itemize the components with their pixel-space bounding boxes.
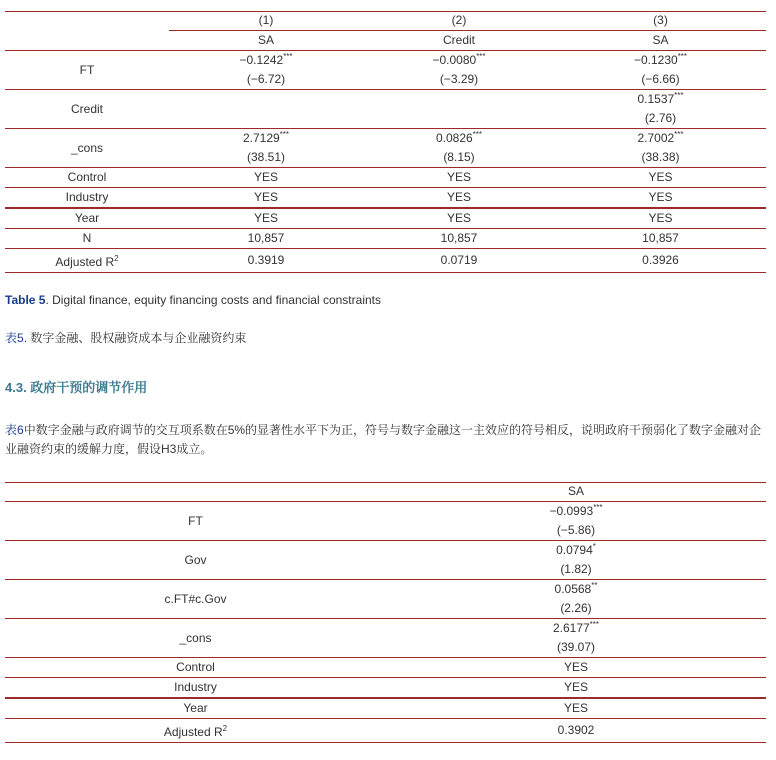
section-heading: 4.3. 政府干预的调节作用 [5,380,148,395]
table-row [5,188,766,209]
table5-caption-en: Table 5. Digital finance, equity financing costs and financial constraints [5,293,381,307]
tstat-cell: (38.51) [169,148,363,168]
coef-cell [363,129,555,149]
table-row [5,678,766,699]
significance-stars: *** [674,130,684,139]
table-cell: 0.0719 [363,249,555,273]
table5-colvar: Credit [363,31,555,51]
table6-colvar-row [5,482,766,502]
significance-stars: *** [674,91,684,100]
tstat-cell: (2.26) [386,599,766,619]
table5 [5,11,766,273]
table-cell: 0.3919 [169,249,363,273]
table-row-label: Industry [5,188,169,209]
tstat-cell: (−3.29) [363,70,555,90]
coef-value: 0.0794 [556,543,593,557]
table6-colvar: SA [386,482,766,502]
table-cell: YES [169,188,363,209]
table6 [5,482,766,743]
coef-value: 2.7002 [637,131,675,145]
table-row-label: FT [5,502,386,541]
coef-cell [169,90,363,110]
table5-colnum-row [5,11,766,31]
tstat-cell: (39.07) [386,638,766,658]
table-row [5,658,766,678]
tstat-cell [363,109,555,129]
significance-stars: *** [283,52,293,61]
table-row-label: c.FT#c.Gov [5,580,386,619]
table-row [5,541,766,561]
tstat-cell: (1.82) [386,560,766,580]
table-cell: 0.3926 [555,249,766,273]
significance-stars: *** [472,130,483,139]
coef-value: 0.0568 [554,582,592,596]
table5-colvar: SA [169,31,363,51]
table-row [5,502,766,522]
table-cell: YES [555,168,766,188]
tstat-cell [169,109,363,129]
significance-stars: *** [476,52,486,61]
table-cell: YES [386,698,766,719]
coef-cell [386,619,766,639]
coef-cell [169,129,363,149]
table-cell: YES [169,168,363,188]
table-cell: YES [386,678,766,699]
coef-cell [169,51,363,71]
significance-stars: *** [589,620,600,629]
table-row-label: Control [5,168,169,188]
tstat-cell: (2.76) [555,109,766,129]
coef-value: −0.0080 [432,53,477,67]
table-row-label: Adjusted $R^2$ [5,719,386,743]
coef-cell [555,90,766,110]
table5-colvar-row [5,31,766,51]
table-label-link[interactable]: 表5 [5,331,24,345]
table-cell: YES [169,208,363,229]
table-row-label: Adjusted $R^2$ [5,249,169,273]
coef-value: −0.1242 [239,53,284,67]
coef-cell [363,90,555,110]
table-row-label: _cons [5,619,386,658]
table-cell: YES [386,658,766,678]
table-row [5,90,766,110]
table-cell: 10,857 [169,229,363,249]
tstat-cell: (−6.72) [169,70,363,90]
table-row [5,619,766,639]
table-row-label: N [5,229,169,249]
table6-ref-link[interactable]: 表6 [5,423,24,437]
coef-cell [386,580,766,600]
table-row [5,229,766,249]
coef-cell [555,129,766,149]
table-cell: YES [363,168,555,188]
table-row [5,51,766,71]
table-row-label: Year [5,698,386,719]
significance-stars: *** [593,503,603,512]
table-row [5,129,766,149]
coef-cell [555,51,766,71]
coef-value: −0.0993 [549,504,594,518]
tstat-cell: (−5.86) [386,521,766,541]
coef-value: −0.1230 [633,53,678,67]
significance-stars: ** [591,581,598,590]
table-row-label: FT [5,51,169,90]
tstat-cell: (38.38) [555,148,766,168]
coef-value: 2.7129 [242,131,280,145]
table-row [5,208,766,229]
table6-adj-row [5,719,766,743]
table-row [5,698,766,719]
table-row-label: Gov [5,541,386,580]
coef-cell [386,541,766,561]
table-row-label: Year [5,208,169,229]
table5-colnum: (1) [169,11,363,31]
table5-adj-row [5,249,766,273]
tstat-cell: (8.15) [363,148,555,168]
table-row-label: Credit [5,90,169,129]
table-row [5,168,766,188]
table-row-label: Industry [5,678,386,699]
coef-value: 0.0826 [435,131,473,145]
table-cell: 0.3902 [386,719,766,743]
significance-stars: *** [677,52,688,61]
table-row-label: _cons [5,129,169,168]
table5-colvar: SA [555,31,766,51]
table-cell: 10,857 [363,229,555,249]
table-row [5,580,766,600]
coef-value: 2.6177 [552,621,590,635]
table5-colnum: (2) [363,11,555,31]
coef-value: 0.1537 [637,92,675,106]
table-cell: YES [555,208,766,229]
table-cell: YES [363,208,555,229]
significance-stars: *** [279,130,290,139]
body-paragraph: 表6中数字金融与政府调节的交互项系数在5%的显著性水平下为正，符号与数字金融这一主效应的符号相反，说明政府干预弱化了数字金融对企业融资约束的缓解力度，假设H3成立。 [5,423,762,456]
coef-cell [363,51,555,71]
significance-stars: * [592,542,596,551]
table5-caption-cn: 表5. 数字金融、股权融资成本与企业融资约束 [5,331,247,345]
table-label-link[interactable]: Table 5 [5,293,46,307]
table-cell: YES [555,188,766,209]
table-row-label: Control [5,658,386,678]
tstat-cell: (−6.66) [555,70,766,90]
table-cell: 10,857 [555,229,766,249]
table-cell: YES [363,188,555,209]
table5-colnum: (3) [555,11,766,31]
coef-cell [386,502,766,522]
